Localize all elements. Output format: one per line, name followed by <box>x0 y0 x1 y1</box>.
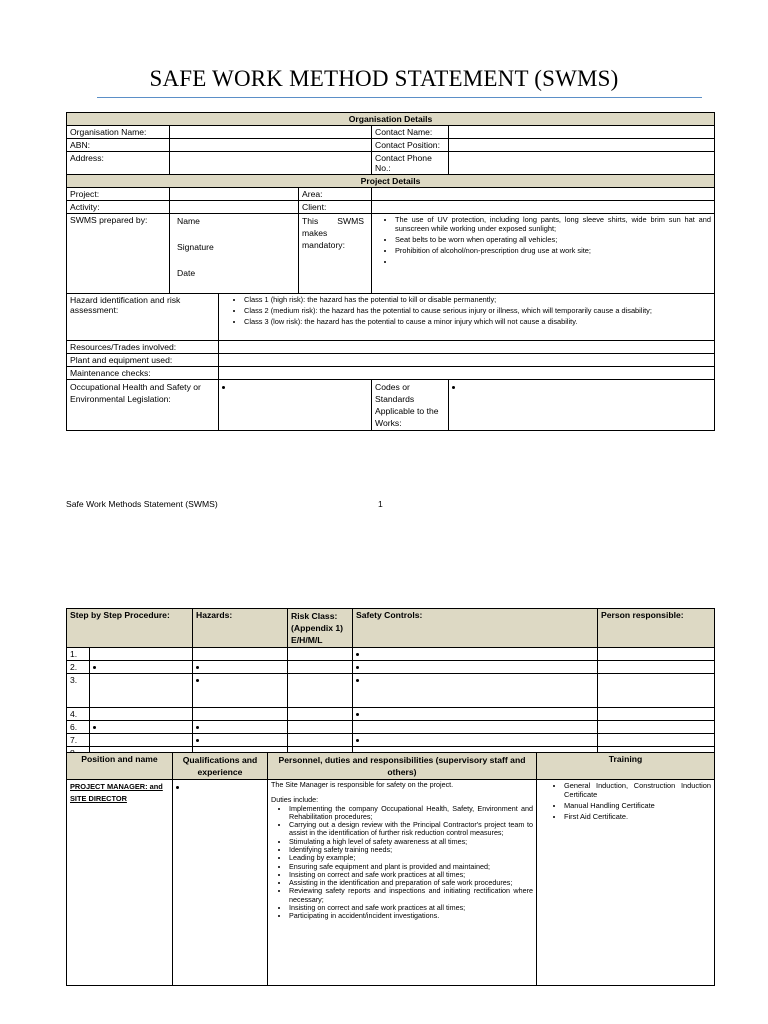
ohs-label: Occupational Health and Safety or Environmental Legislation: <box>67 380 219 431</box>
step-number: 3. <box>67 674 90 708</box>
name-label: Name <box>177 216 200 226</box>
org-header: Organisation Details <box>67 113 715 126</box>
mandatory-label: This SWMS makes mandatory: <box>299 214 372 294</box>
address-field[interactable] <box>170 152 372 175</box>
mandatory-item: • Prohibition of alcohol/non-prescription drug use at work site; <box>395 247 711 256</box>
page-number: 1 <box>378 499 383 509</box>
position-cell <box>67 780 173 986</box>
plant-field[interactable] <box>219 354 715 367</box>
hazards-header: Hazards: <box>193 609 288 648</box>
duty-item: • Insisting on correct and safe work practices at all times; <box>289 904 533 912</box>
resources-field[interactable] <box>219 341 715 354</box>
plant-label: Plant and equipment used: <box>67 354 219 367</box>
area-label: Area: <box>299 188 372 201</box>
duty-item: • Insisting on correct and safe work practices at all times; <box>289 871 533 879</box>
abn-label: ABN: <box>67 139 170 152</box>
personnel-table <box>66 752 715 986</box>
project-label: Project: <box>67 188 170 201</box>
training-item: • First Aid Certificate. <box>564 813 711 822</box>
training-item: • Manual Handling Certificate <box>564 802 711 811</box>
duties-cell <box>268 780 537 986</box>
hazard-list <box>219 294 715 341</box>
table-row <box>67 674 715 708</box>
risk-class-header: Risk Class: (Appendix 1) E/H/M/L <box>288 609 353 648</box>
footer-text: Safe Work Methods Statement (SWMS) <box>66 499 218 509</box>
duty-item: • Participating in accident/incident investigations. <box>289 912 533 920</box>
training-cell <box>537 780 715 986</box>
table-row <box>67 734 715 747</box>
prepared-by-label: SWMS prepared by: <box>67 214 170 294</box>
table-row <box>67 648 715 661</box>
mandatory-item: • The use of UV protection, including long pants, long sleeve shirts, wide brim sun hat and sunscreen while working under exposed sunlight; <box>395 216 711 234</box>
hazard-item: • Class 3 (low risk): the hazard has the potential to cause a minor injury which will not cause a disability. <box>244 318 711 327</box>
ohs-field[interactable] <box>219 380 372 431</box>
contact-name-label: Contact Name: <box>372 126 449 139</box>
duties-label: Duties include: <box>271 795 319 805</box>
contact-name-field[interactable] <box>449 126 715 139</box>
contact-phone-label: Contact Phone No.: <box>372 152 449 175</box>
client-field[interactable] <box>372 201 715 214</box>
address-label: Address: <box>67 152 170 175</box>
area-field[interactable] <box>372 188 715 201</box>
mandatory-item: • Seat belts to be worn when operating all vehicles; <box>395 236 711 245</box>
position-line-1: PROJECT MANAGER: and <box>70 782 163 791</box>
mandatory-list <box>372 214 715 294</box>
duty-item: • Stimulating a high level of safety awareness at all times; <box>289 838 533 846</box>
mandatory-item <box>395 258 711 267</box>
duty-item: • Identifying safety training needs; <box>289 846 533 854</box>
abn-field[interactable] <box>170 139 372 152</box>
qualifications-cell[interactable] <box>173 780 268 986</box>
page-title: SAFE WORK METHOD STATEMENT (SWMS) <box>149 66 619 91</box>
step-number: 4. <box>67 708 90 721</box>
step-number: 7. <box>67 734 90 747</box>
table-row <box>67 721 715 734</box>
hazard-label: Hazard identification and risk assessment: <box>67 294 219 341</box>
step-number: 2. <box>67 661 90 674</box>
org-name-label: Organisation Name: <box>67 126 170 139</box>
activity-label: Activity: <box>67 201 170 214</box>
duty-item: • Carrying out a design review with the Principal Contractor's project team to assist in the identification of further risk reduction control measures; <box>289 821 533 838</box>
duty-item: • Assisting in the identification and preparation of safe work procedures; <box>289 879 533 887</box>
resources-label: Resources/Trades involved: <box>67 341 219 354</box>
activity-field[interactable] <box>170 201 299 214</box>
safety-controls-header: Safety Controls: <box>353 609 598 648</box>
prepared-by-fields <box>170 214 299 294</box>
duties-header: Personnel, duties and responsibilities (supervisory staff and others) <box>268 753 537 780</box>
position-header: Position and name <box>67 753 173 780</box>
step-number: 1. <box>67 648 90 661</box>
step-header: Step by Step Procedure: <box>67 609 193 648</box>
contact-phone-field[interactable] <box>449 152 715 175</box>
contact-position-field[interactable] <box>449 139 715 152</box>
table-row <box>67 661 715 674</box>
details-table <box>66 112 715 431</box>
training-item: • General Induction, Construction Induction Certificate <box>564 782 711 800</box>
org-name-field[interactable] <box>170 126 372 139</box>
project-field[interactable] <box>170 188 299 201</box>
duty-item: • Ensuring safe equipment and plant is provided and maintained; <box>289 863 533 871</box>
date-label: Date <box>177 268 196 278</box>
position-line-2: SITE DIRECTOR <box>70 793 127 803</box>
person-responsible-header: Person responsible: <box>598 609 715 648</box>
duties-intro: The Site Manager is responsible for safety on the project. <box>271 780 454 789</box>
project-header: Project Details <box>67 175 715 188</box>
maintenance-field[interactable] <box>219 367 715 380</box>
duty-item: • Reviewing safety reports and inspections and initiating rectification where necessary; <box>289 887 533 904</box>
table-row <box>67 708 715 721</box>
title-rule <box>97 97 702 98</box>
qualifications-header: Qualifications and experience <box>173 753 268 780</box>
procedure-table <box>66 608 715 760</box>
duty-item: • Implementing the company Occupational Health, Safety, Environment and Rehabilitation procedures; <box>289 805 533 822</box>
hazard-item: • Class 1 (high risk): the hazard has the potential to kill or disable permanently; <box>244 296 711 305</box>
hazard-item: • Class 2 (medium risk): the hazard has the potential to cause serious injury or illness, which will temporarily cause a disability; <box>244 307 711 316</box>
duty-item: • Leading by example; <box>289 854 533 862</box>
client-label: Client: <box>299 201 372 214</box>
codes-field[interactable] <box>449 380 715 431</box>
step-number: 6. <box>67 721 90 734</box>
codes-label: Codes or Standards Applicable to the Works: <box>372 380 449 431</box>
contact-position-label: Contact Position: <box>372 139 449 152</box>
maintenance-label: Maintenance checks: <box>67 367 219 380</box>
signature-label: Signature <box>177 242 214 252</box>
training-header: Training <box>537 753 715 780</box>
